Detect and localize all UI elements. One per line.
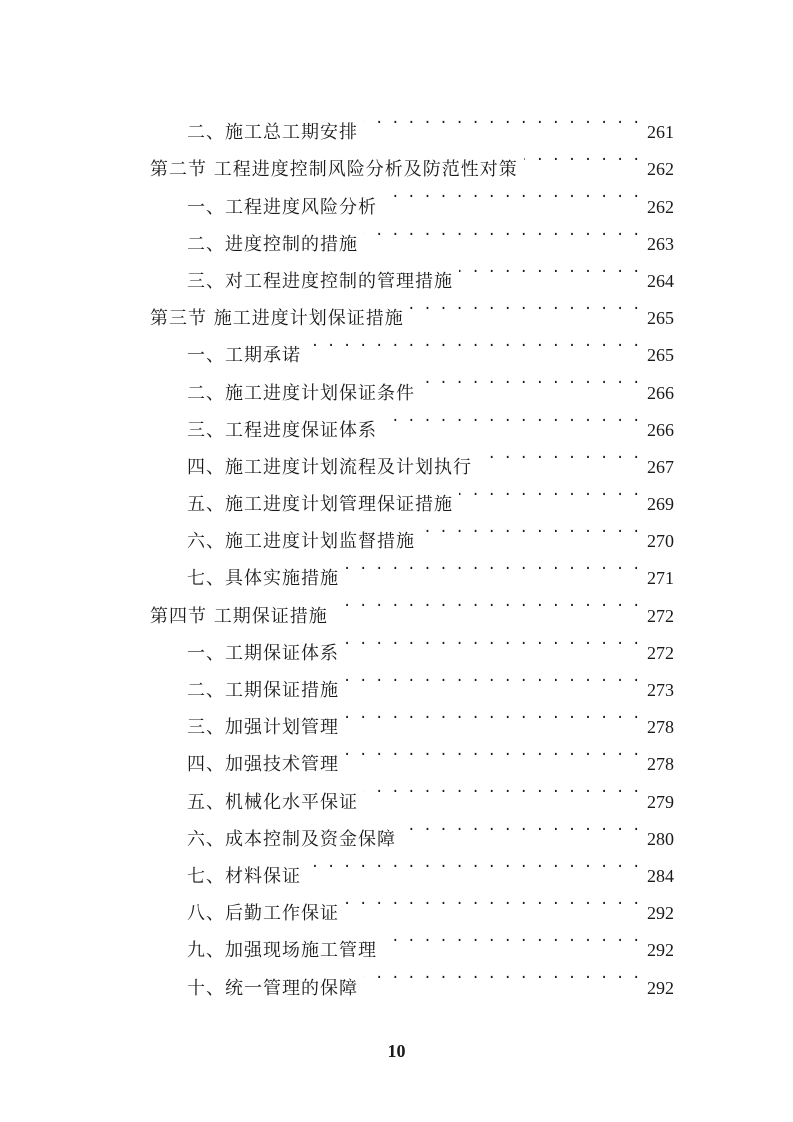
toc-entry-title: 四、加强技术管理: [187, 754, 339, 776]
toc-entry-title: 第二节 工程进度控制风险分析及防范性对策: [150, 159, 518, 181]
toc-dot-leader: [345, 696, 640, 733]
toc-entry-page: 273: [647, 680, 674, 700]
toc-entry-page: 263: [647, 233, 674, 254]
toc-entry-title: 十、统一管理的保障: [187, 977, 358, 999]
toc-entry-page: 265: [647, 345, 674, 366]
toc-dot-leader: [524, 138, 640, 175]
toc-dot-leader: [345, 659, 640, 696]
toc-entry-page: 271: [647, 568, 674, 589]
toc-entry-title: 二、施工进度计划保证条件: [187, 382, 415, 404]
toc-entry-page: 270: [647, 531, 674, 552]
toc-entry-title: 二、工期保证措施: [187, 680, 339, 701]
toc-entry-title: 四、施工进度计划流程及计划执行: [187, 456, 472, 478]
toc-entry-page: 292: [647, 977, 674, 998]
toc-dot-leader: [345, 733, 640, 770]
toc-dot-leader: [478, 436, 640, 473]
toc-entry-title: 六、成本控制及资金保障: [187, 828, 396, 850]
toc-entry-title: 二、进度控制的措施: [187, 233, 358, 255]
toc-entry-page: 262: [647, 159, 674, 180]
toc-entry-title: 一、工期承诺: [187, 345, 301, 367]
toc-dot-leader: [459, 250, 640, 287]
toc-entry-page: 272: [647, 605, 674, 626]
toc-dot-leader: [383, 919, 640, 956]
toc-entry-page: 280: [647, 828, 674, 849]
toc-entry-title: 三、对工程进度控制的管理措施: [187, 270, 453, 292]
toc-dot-leader: [364, 770, 640, 807]
toc-entry-page: 278: [647, 754, 674, 775]
toc-dot-leader: [307, 845, 640, 882]
toc-entry-page: 266: [647, 382, 674, 403]
toc-entry-page: 284: [647, 865, 674, 886]
toc-entry-page: 292: [647, 940, 674, 961]
toc-dot-leader: [345, 622, 640, 659]
toc-entry-page: 264: [647, 270, 674, 291]
toc-entry-title: 一、工期保证体系: [187, 642, 339, 664]
toc-dot-leader: [345, 882, 640, 919]
toc-dot-leader: [459, 473, 640, 510]
toc-entry-page: 261: [647, 122, 674, 143]
toc-entry-title: 一、工程进度风险分析: [187, 196, 377, 218]
toc-dot-leader: [364, 956, 640, 993]
toc-entry-title: 第三节 施工进度计划保证措施: [150, 308, 404, 330]
toc-entry-title: 三、工程进度保证体系: [187, 419, 377, 441]
page-number: 10: [387, 1041, 406, 1061]
toc-dot-leader: [364, 101, 640, 138]
toc-entry-page: 272: [647, 642, 674, 663]
toc-dot-leader: [364, 213, 640, 250]
table-of-contents: [150, 101, 674, 999]
toc-entry-title: 八、后勤工作保证: [187, 903, 339, 925]
toc-entry-page: 269: [647, 494, 674, 515]
toc-entry-page: 292: [647, 903, 674, 924]
toc-entry-page: 267: [647, 456, 674, 477]
toc-entry-page: 265: [647, 308, 674, 329]
toc-subsection-entry[interactable]: [150, 101, 674, 144]
toc-entry-title: 二、施工总工期安排: [187, 122, 358, 144]
toc-dot-leader: [421, 510, 640, 547]
toc-entry-title: 七、材料保证: [187, 865, 301, 887]
toc-entry-page: 262: [647, 196, 674, 217]
toc-entry-title: 七、具体实施措施: [187, 568, 339, 590]
toc-entry-title: 第四节 工期保证措施: [150, 605, 328, 627]
toc-entry-page: 278: [647, 717, 674, 738]
toc-dot-leader: [410, 287, 640, 324]
toc-entry-title: 六、施工进度计划监督措施: [187, 531, 415, 553]
toc-entry-page: 279: [647, 791, 674, 812]
toc-entry-title: 九、加强现场施工管理: [187, 940, 377, 962]
toc-entry-title: 五、机械化水平保证: [187, 791, 358, 813]
toc-entry-page: 266: [647, 419, 674, 440]
toc-dot-leader: [383, 399, 640, 436]
toc-dot-leader: [402, 808, 640, 845]
toc-dot-leader: [307, 324, 640, 361]
toc-entry-title: 五、施工进度计划管理保证措施: [187, 494, 453, 516]
toc-dot-leader: [345, 547, 640, 584]
toc-dot-leader: [421, 361, 640, 398]
toc-entry-title: 三、加强计划管理: [187, 717, 339, 739]
toc-dot-leader: [334, 584, 640, 621]
toc-dot-leader: [383, 175, 640, 212]
